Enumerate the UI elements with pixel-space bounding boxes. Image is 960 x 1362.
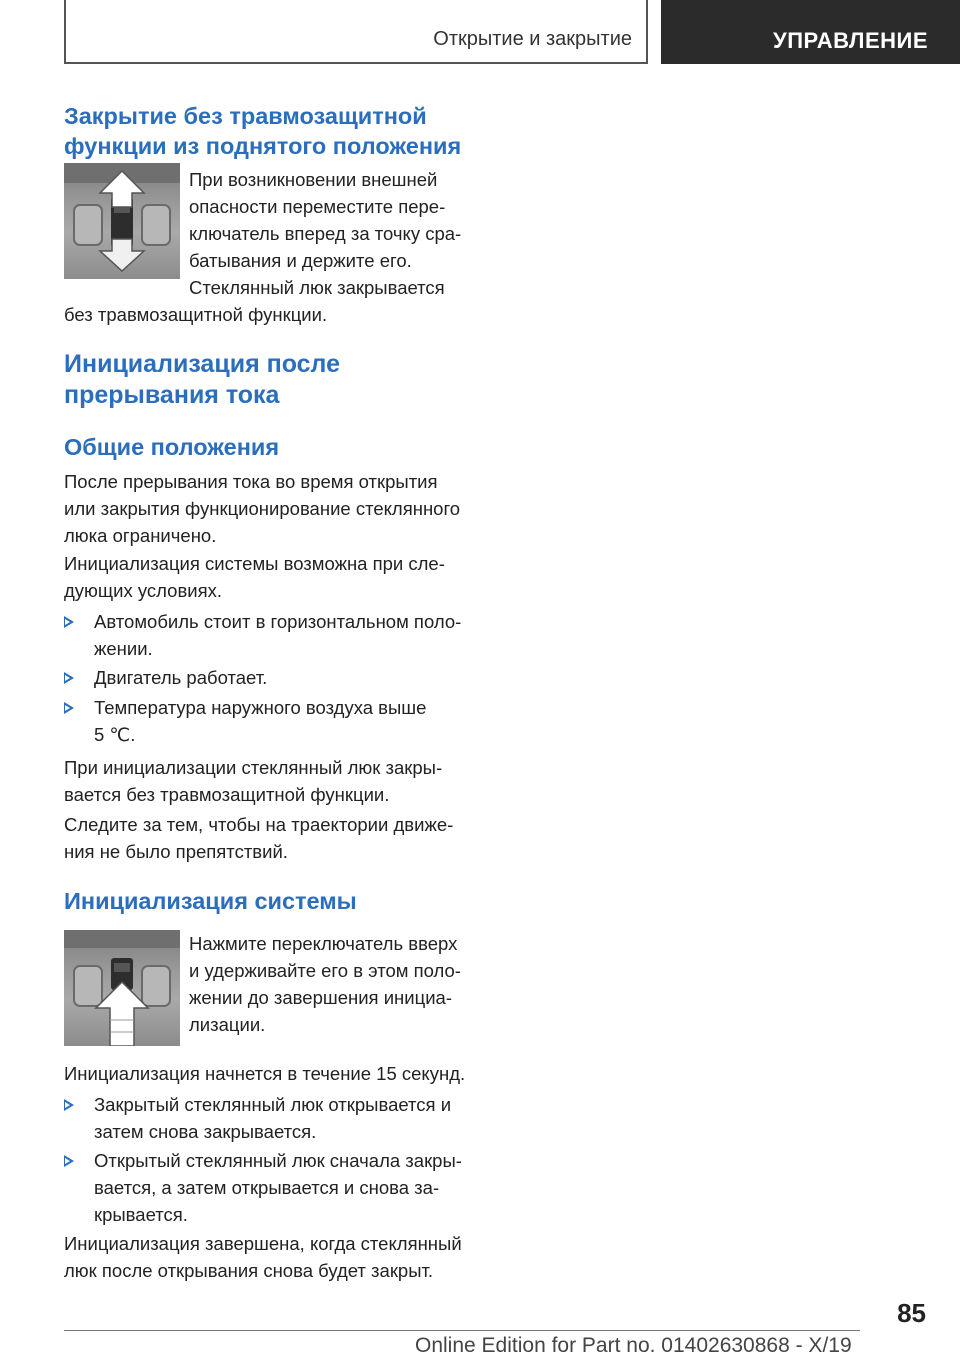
- list-item: [64, 1147, 478, 1228]
- text-line: Закрытый стеклянный люк открывается и: [94, 1094, 452, 1115]
- text-line: Инициализация системы возможна при сле-: [64, 553, 445, 574]
- text-line: крывается.: [94, 1204, 188, 1225]
- section1-title-line2: функции из поднятого положения: [64, 133, 462, 159]
- bullet-triangle-icon: [64, 702, 74, 714]
- text-line: Автомобиль стоит в горизонтальном поло-: [94, 611, 462, 632]
- text-line: После прерывания тока во время открытия: [64, 471, 438, 492]
- footer-edition: Online Edition for Part no. 01402630868 - X/19: [415, 1334, 852, 1357]
- text-line: вается без травмозащитной функции.: [64, 784, 390, 805]
- text-line: дующих условиях.: [64, 580, 223, 601]
- section2-paragraph1: [64, 468, 478, 549]
- switch-forward-illustration: [64, 163, 180, 279]
- section1-title-line1: Закрытие без травмозащитной: [64, 103, 427, 129]
- page-number: 85: [897, 1298, 926, 1328]
- text-line: ния не было препятствий.: [64, 841, 288, 862]
- section2-heading: [64, 349, 478, 411]
- text-line: При возникновении внешней: [189, 169, 438, 190]
- bullet-triangle-icon: [64, 1099, 74, 1111]
- text-line: батывания и держите его.: [189, 250, 412, 271]
- text-line: или закрытия функционирование стеклянного: [64, 498, 461, 519]
- bullet-triangle-icon: [64, 1155, 74, 1167]
- text-line: ключатель вперед за точку сра-: [189, 223, 462, 244]
- text-line: вается, а затем открывается и снова за-: [94, 1177, 440, 1198]
- section2-title-line2: прерывания тока: [64, 381, 280, 409]
- section2-paragraph3: [64, 754, 478, 808]
- header-chapter-tab: [661, 0, 960, 64]
- text-line: затем снова закрывается.: [94, 1121, 317, 1142]
- section2-paragraph4: [64, 811, 478, 865]
- text-line: Инициализация завершена, когда стеклянный: [64, 1233, 462, 1254]
- text-line: При инициализации стеклянный люк закры-: [64, 757, 443, 778]
- section2-title-line1: Инициализация после: [64, 350, 341, 378]
- section1-instruction: [189, 166, 489, 274]
- header-section-title: Открытие и закрытие: [433, 28, 632, 50]
- section3-title: Инициализация системы: [64, 888, 357, 914]
- section1-result-line2: без травмозащитной функции.: [64, 304, 328, 325]
- list-item: [64, 608, 478, 662]
- list-item: [64, 1091, 478, 1145]
- list-item: [64, 694, 478, 748]
- text-line: и удерживайте его в этом поло-: [189, 960, 461, 981]
- section3-paragraph1: Инициализация начнется в течение 15 секунд.: [64, 1063, 466, 1084]
- section2-paragraph2: [64, 550, 478, 604]
- header-section-box: [64, 0, 648, 64]
- list-item: [64, 664, 478, 691]
- text-line: Следите за тем, чтобы на траектории движе-: [64, 814, 454, 835]
- text-line: лизации.: [189, 1014, 266, 1035]
- switch-up-illustration: [64, 930, 180, 1046]
- bullet-triangle-icon: [64, 672, 74, 684]
- text-line: Нажмите переключатель вверх: [189, 933, 458, 954]
- header-chapter-title: УПРАВЛЕНИЕ: [773, 28, 928, 53]
- section2-subtitle: Общие положения: [64, 434, 280, 460]
- text-line: люка ограничено.: [64, 525, 217, 546]
- footer-divider: [64, 1330, 860, 1331]
- section3-instruction: [189, 930, 489, 1038]
- section1-heading: [64, 101, 478, 161]
- text-line: опасности переместите пере-: [189, 196, 446, 217]
- text-line: Открытый стеклянный люк сначала закры-: [94, 1150, 462, 1171]
- text-line: Двигатель работает.: [94, 667, 268, 688]
- text-line: жении до завершения инициа-: [189, 987, 452, 1008]
- text-line: жении.: [94, 638, 153, 659]
- text-line: 5 ℃.: [94, 724, 136, 745]
- section3-paragraph2: [64, 1230, 478, 1284]
- text-line: Температура наружного воздуха выше: [94, 697, 427, 718]
- text-line: люк после открывания снова будет закрыт.: [64, 1260, 434, 1281]
- section1-result-line1: Стеклянный люк закрывается: [189, 277, 445, 298]
- bullet-triangle-icon: [64, 616, 74, 628]
